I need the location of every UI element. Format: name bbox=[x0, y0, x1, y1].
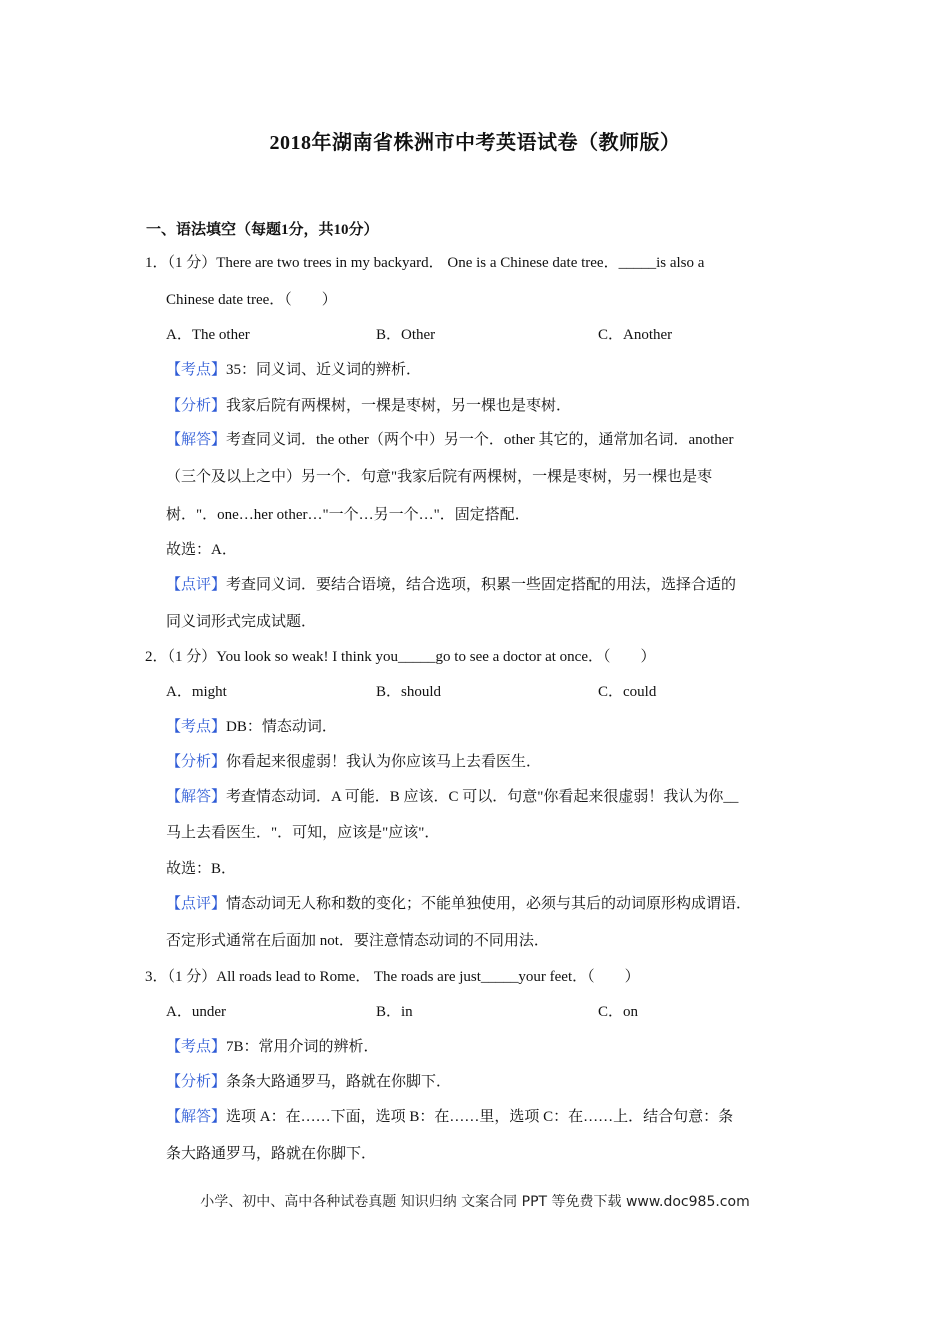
question-1-dianping-text-1: 考查同义词．要结合语境，结合选项，积累一些固定搭配的用法，选择合适的 bbox=[226, 577, 737, 593]
question-1-option-a: A．The other bbox=[166, 327, 250, 343]
question-1-jieda-line-2: （三个及以上之中）另一个．句意"我家后院有两棵树，一棵是枣树，另一棵也是枣 bbox=[166, 469, 713, 485]
question-3-fenxi-text: 条条大路通罗马，路就在你脚下． bbox=[226, 1074, 452, 1090]
question-2-option-b: B．should bbox=[376, 684, 442, 700]
question-2-dianping-line-2: 否定形式通常在后面加 not．要注意情态动词的不同用法． bbox=[166, 933, 549, 949]
question-1-stem-line-1: 1．（1 分）There are two trees in my backyard． One is a Chinese date tree．_____is also a bbox=[145, 255, 705, 271]
dianping-tag: 【点评】 bbox=[166, 896, 227, 912]
question-3-kaodian-text: 7B：常用介词的辨析． bbox=[226, 1039, 379, 1055]
page-footer: 小学、初中、高中各种试卷真题 知识归纳 文案合同 PPT 等免费下载 www.doc985.com bbox=[200, 1194, 750, 1210]
dianping-tag: 【点评】 bbox=[166, 577, 227, 593]
question-3-option-a: A．under bbox=[166, 1004, 226, 1020]
question-1-option-b: B．Other bbox=[376, 327, 436, 343]
question-2-jieda-text-1: 考查情态动词．A 可能．B 应该．C 可以．句意"你看起来很虚弱！我认为你__ bbox=[226, 789, 739, 805]
question-2-answer: 故选：B． bbox=[166, 861, 237, 877]
question-1-fenxi-text: 我家后院有两棵树，一棵是枣树，另一棵也是枣树． bbox=[226, 398, 572, 414]
kaodian-tag: 【考点】 bbox=[166, 719, 227, 735]
question-2-jieda-line-2: 马上去看医生．"．可知，应该是"应该"． bbox=[166, 825, 440, 841]
page-title: 2018年湖南省株洲市中考英语试卷（教师版） bbox=[269, 132, 681, 154]
question-2-jieda bbox=[166, 787, 738, 807]
question-1-answer: 故选：A． bbox=[166, 542, 237, 558]
jieda-tag: 【解答】 bbox=[166, 789, 227, 805]
section-heading: 一、语法填空（每题1分，共10分） bbox=[146, 222, 379, 238]
question-1-jieda-line-3: 树．"．one…her other…"一个…另一个…"．固定搭配． bbox=[166, 507, 530, 523]
jieda-tag: 【解答】 bbox=[166, 432, 227, 448]
question-3-kaodian bbox=[166, 1037, 379, 1057]
question-1-kaodian-text: 35：同义词、近义词的辨析． bbox=[226, 362, 422, 378]
fenxi-tag: 【分析】 bbox=[166, 754, 227, 770]
question-3-jieda-line-2: 条大路通罗马，路就在你脚下． bbox=[166, 1146, 377, 1162]
question-2-dianping bbox=[166, 894, 751, 914]
question-3-stem: 3．（1 分）All roads lead to Rome． The roads are just_____your feet．（ ） bbox=[145, 969, 640, 985]
question-1-fenxi bbox=[166, 396, 571, 416]
question-1-dianping-line-2: 同义词形式完成试题． bbox=[166, 614, 317, 630]
question-2-dianping-text-1: 情态动词无人称和数的变化；不能单独使用，必须与其后的动词原形构成谓语． bbox=[226, 896, 752, 912]
question-1-stem-line-2: Chinese date tree．（ ） bbox=[166, 292, 337, 308]
question-2-option-a: A．might bbox=[166, 684, 227, 700]
question-2-option-c: C．could bbox=[598, 684, 657, 700]
question-2-fenxi-text: 你看起来很虚弱！我认为你应该马上去看医生． bbox=[226, 754, 542, 770]
question-3-jieda-text-1: 选项 A：在……下面，选项 B：在……里，选项 C：在……上．结合句意：条 bbox=[226, 1109, 734, 1125]
question-2-fenxi bbox=[166, 752, 541, 772]
jieda-tag: 【解答】 bbox=[166, 1109, 227, 1125]
question-3-jieda bbox=[166, 1107, 733, 1127]
question-3-option-c: C．on bbox=[598, 1004, 639, 1020]
question-3-option-b: B．in bbox=[376, 1004, 413, 1020]
fenxi-tag: 【分析】 bbox=[166, 1074, 227, 1090]
question-1-option-c: C．Another bbox=[598, 327, 673, 343]
question-2-kaodian-text: DB：情态动词． bbox=[226, 719, 337, 735]
kaodian-tag: 【考点】 bbox=[166, 1039, 227, 1055]
question-1-jieda bbox=[166, 430, 733, 450]
question-2-stem: 2．（1 分）You look so weak! I think you_____go to see a doctor at once．（ ） bbox=[145, 649, 656, 665]
question-3-fenxi bbox=[166, 1072, 451, 1092]
kaodian-tag: 【考点】 bbox=[166, 362, 227, 378]
question-1-jieda-text-1: 考查同义词．the other（两个中）另一个．other 其它的，通常加名词．another bbox=[226, 432, 734, 448]
question-2-kaodian bbox=[166, 717, 337, 737]
question-1-kaodian bbox=[166, 360, 421, 380]
question-1-dianping bbox=[166, 575, 736, 595]
fenxi-tag: 【分析】 bbox=[166, 398, 227, 414]
